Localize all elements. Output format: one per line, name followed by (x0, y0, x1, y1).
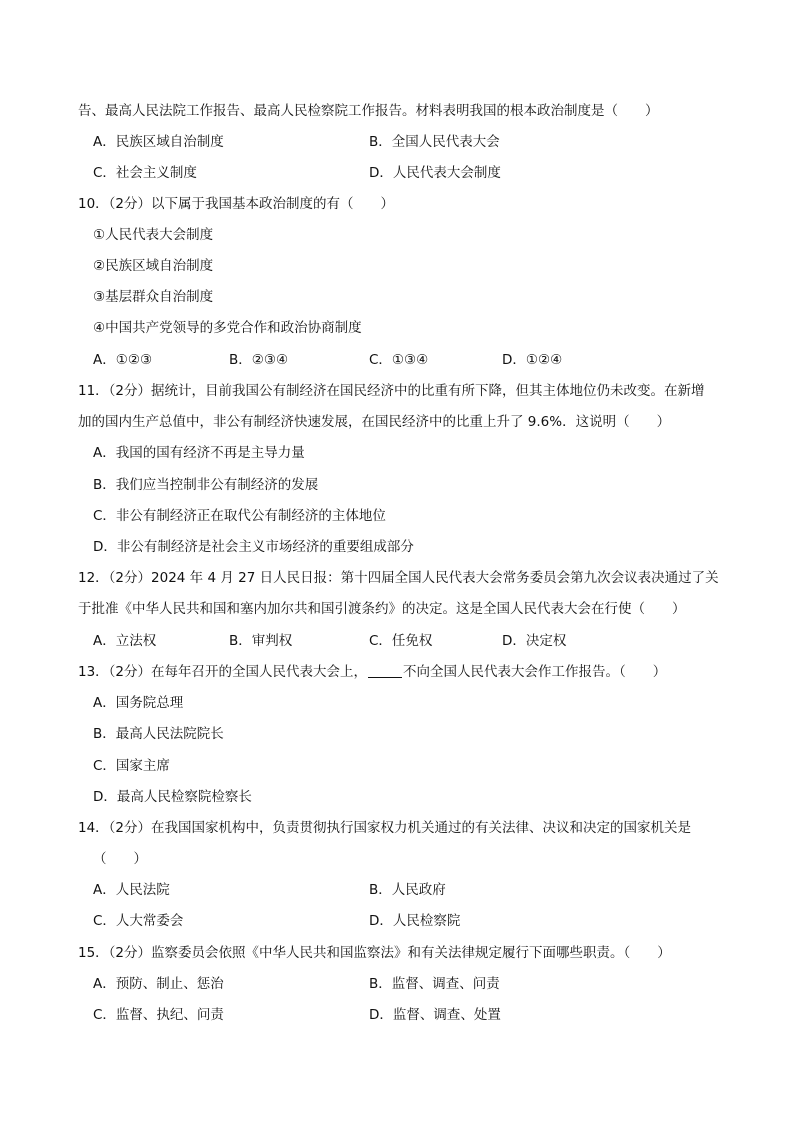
question-13-option-a: A．国务院总理 (93, 695, 184, 711)
question-13-option-c: C．国家主席 (93, 758, 170, 774)
question-10-item-2: ②民族区域自治制度 (93, 258, 214, 274)
question-11-option-a: A．我国的国有经济不再是主导力量 (93, 445, 305, 461)
question-13-stem-after-blank: 不向全国人民代表大会作工作报告。（ ） (403, 664, 667, 680)
question-10-option-c: C．①③④ (369, 352, 429, 368)
question-9-option-c: C．社会主义制度 (93, 165, 197, 181)
question-14-stem-line2: （ ） (93, 851, 147, 867)
question-13-option-d: D．最高人民检察院检察长 (93, 789, 252, 805)
question-12-option-c: C．任免权 (369, 633, 433, 649)
question-11-option-d: D．非公有制经济是社会主义市场经济的重要组成部分 (93, 539, 414, 555)
answer-blank (368, 663, 402, 678)
question-14-option-a: A．人民法院 (93, 882, 170, 898)
question-10-option-a: A．①②③ (93, 352, 153, 368)
question-10-item-3: ③基层群众自治制度 (93, 289, 214, 305)
question-9-stem: 告、最高人民法院工作报告、最高人民检察院工作报告。材料表明我国的根本政治制度是（ ） (78, 103, 659, 119)
question-10-item-4: ④中国共产党领导的多党合作和政治协商制度 (93, 320, 362, 336)
question-11-stem-line2: 加的国内生产总值中，非公有制经济快速发展，在国民经济中的比重上升了 9.6%．这说明（ ） (78, 414, 671, 430)
question-9-option-a: A．民族区域自治制度 (93, 134, 224, 150)
question-12-option-d: D．决定权 (502, 633, 567, 649)
question-9-option-b: B．全国人民代表大会 (369, 134, 500, 150)
question-14-stem-line1: 14．（2分）在我国国家机构中，负责贯彻执行国家权力机关通过的有关法律、决议和决定的国家机关是 (78, 820, 692, 836)
question-14-option-b: B．人民政府 (369, 882, 446, 898)
question-10-item-1: ①人民代表大会制度 (93, 227, 214, 243)
question-11-option-b: B．我们应当控制非公有制经济的发展 (93, 477, 319, 493)
question-12-option-a: A．立法权 (93, 633, 157, 649)
question-11-option-c: C．非公有制经济正在取代公有制经济的主体地位 (93, 508, 386, 524)
question-11-stem-line1: 11．（2分）据统计，目前我国公有制经济在国民经济中的比重有所下降，但其主体地位仍未改变。在新增 (78, 383, 705, 399)
question-15-option-a: A．预防、制止、惩治 (93, 976, 224, 992)
question-15-stem: 15．（2分）监察委员会依照《中华人民共和国监察法》和有关法律规定履行下面哪些职责。（ ） (78, 945, 671, 961)
question-10-stem: 10．（2分）以下属于我国基本政治制度的有（ ） (78, 196, 395, 212)
question-15-option-b: B．监督、调查、问责 (369, 976, 500, 992)
question-15-option-d: D．监督、调查、处置 (369, 1007, 501, 1023)
question-12-option-b: B．审判权 (229, 633, 293, 649)
question-14-option-c: C．人大常委会 (93, 913, 184, 929)
question-13-option-b: B．最高人民法院院长 (93, 726, 224, 742)
question-14-option-d: D．人民检察院 (369, 913, 461, 929)
question-12-stem-line1: 12．（2分）2024 年 4 月 27 日人民日报：第十四届全国人民代表大会常务委员会第九次会议表决通过了关 (78, 570, 719, 586)
question-12-stem-line2: 于批准《中华人民共和国和塞内加尔共和国引渡条约》的决定。这是全国人民代表大会在行使（ ） (78, 601, 686, 617)
question-9-option-d: D．人民代表大会制度 (369, 165, 501, 181)
question-10-option-b: B．②③④ (229, 352, 289, 368)
question-10-option-d: D．①②④ (502, 352, 563, 368)
question-13-stem-before-blank: 13．（2分）在每年召开的全国人民代表大会上， (78, 664, 368, 680)
question-15-option-c: C．监督、执纪、问责 (93, 1007, 224, 1023)
question-13-stem (78, 662, 666, 682)
